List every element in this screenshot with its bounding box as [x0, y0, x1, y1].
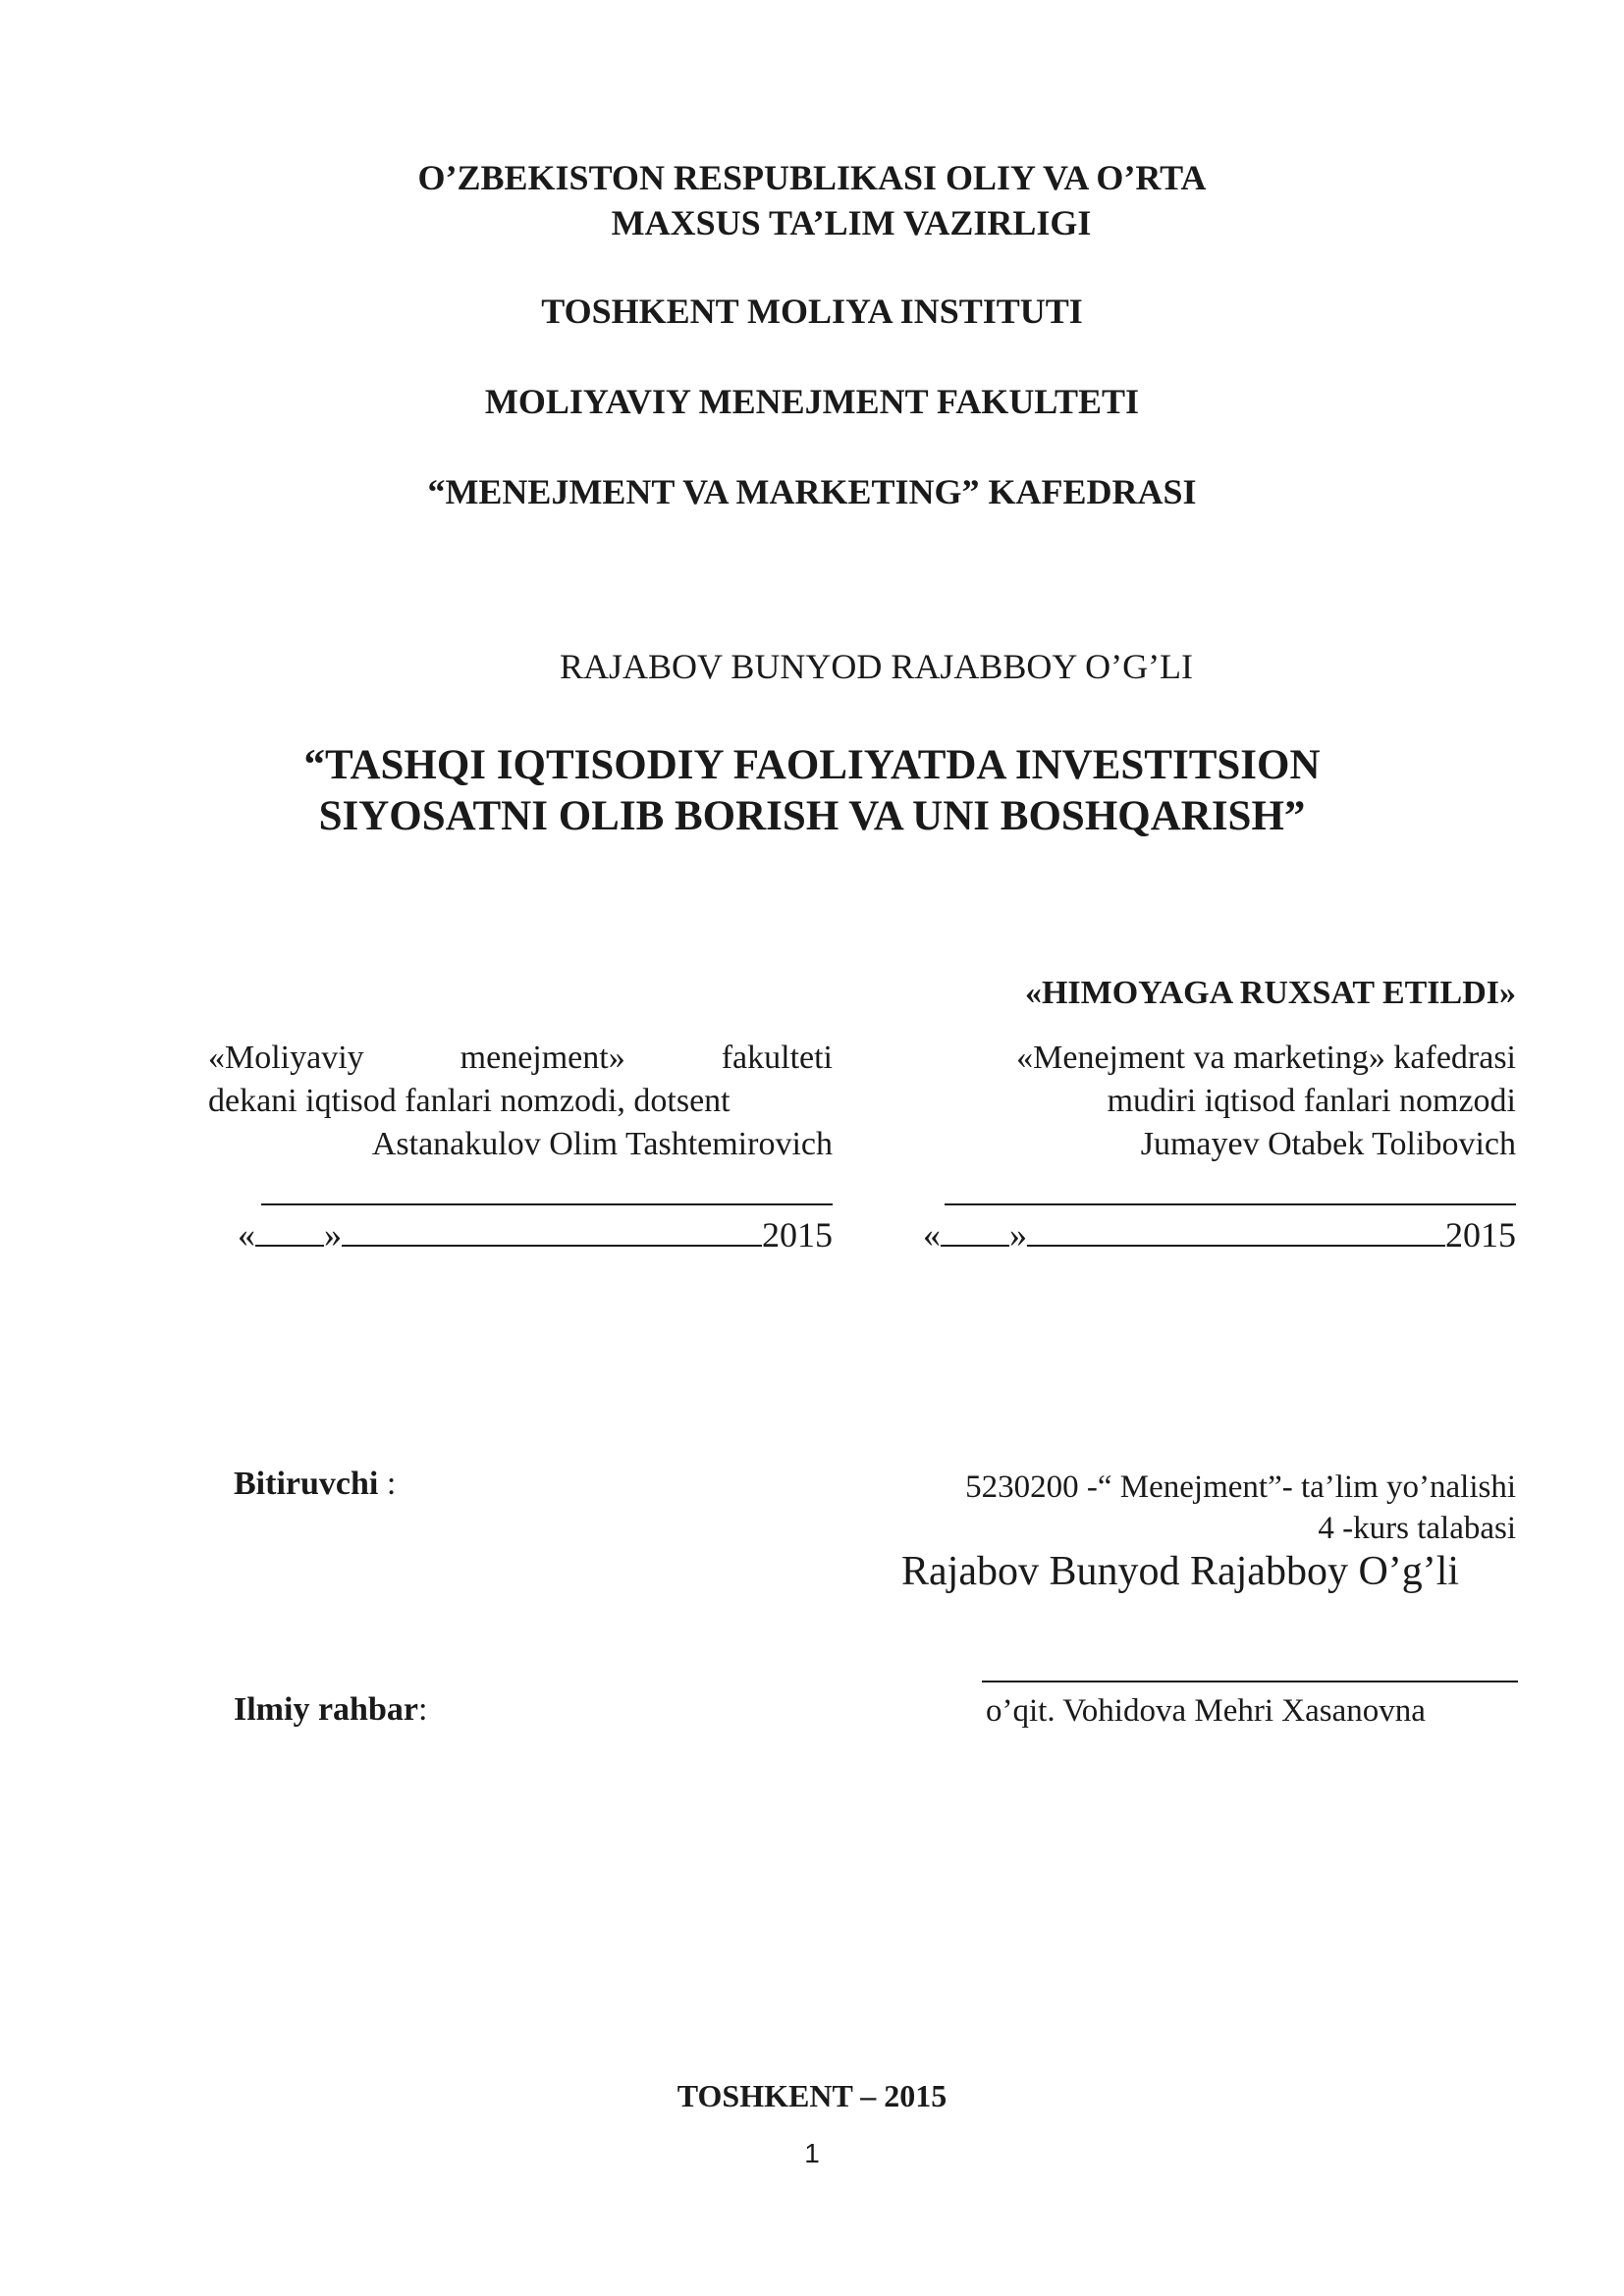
- page-number: 1: [804, 2138, 820, 2168]
- left-date-line: [238, 1213, 833, 1256]
- right-signature-line: [945, 1203, 1516, 1205]
- left-signature-line: [261, 1203, 833, 1205]
- left-year: 2015: [762, 1215, 833, 1255]
- supervisor-name: o’qit. Vohidova Mehri Xasanovna: [986, 1693, 1426, 1729]
- department-name: “MENEJMENT VA MARKETING” KAFEDRASI: [427, 472, 1197, 511]
- supervisor-label: Ilmiy rahbar: [234, 1691, 418, 1728]
- left-word-1: «Moliyaviy: [208, 1040, 364, 1076]
- ministry-line-2: MAXSUS TA’LIM VAZIRLIGI: [611, 203, 1092, 242]
- ministry-line-1: O’ZBEKISTON RESPUBLIKASI OLIY VA O’RTA: [417, 158, 1207, 197]
- faculty-name: MOLIYAVIY MENEJMENT FAKULTETI: [484, 382, 1140, 421]
- graduate-label-suffix: :: [378, 1466, 397, 1502]
- left-month-blank: [342, 1215, 762, 1247]
- right-block-line-3: Jumayev Otabek Tolibovich: [1140, 1126, 1516, 1162]
- graduate-label: Bitiruvchi: [234, 1466, 379, 1502]
- right-block-line-1: «Menejment va marketing» kafedrasi: [1016, 1040, 1516, 1076]
- right-year: 2015: [1445, 1215, 1516, 1255]
- left-block-line-2: dekani iqtisod fanlari nomzodi, dotsent: [208, 1083, 731, 1119]
- supervisor-signature-line: [982, 1681, 1518, 1682]
- right-block-line-2: mudiri iqtisod fanlari nomzodi: [1107, 1083, 1516, 1119]
- right-month-blank: [1027, 1215, 1445, 1247]
- right-date-line: [923, 1213, 1516, 1256]
- right-date-open: «: [923, 1215, 941, 1255]
- right-date-close: »: [1009, 1215, 1027, 1255]
- left-word-2: menejment»: [460, 1040, 625, 1076]
- left-day-blank: [255, 1215, 324, 1247]
- supervisor-label-suffix: :: [417, 1691, 428, 1728]
- left-word-3: fakulteti: [721, 1040, 833, 1076]
- graduate-label-row: [234, 1463, 396, 1506]
- left-date-close: »: [324, 1215, 342, 1255]
- approval-heading: «HIMOYAGA RUXSAT ETILDI»: [1024, 975, 1516, 1011]
- graduate-name: Rajabov Bunyod Rajabboy O’g’li: [901, 1549, 1460, 1594]
- left-block-line-3: Astanakulov Olim Tashtemirovich: [371, 1126, 833, 1162]
- graduate-program: 5230200 -“ Menejment”- ta’lim yo’nalishi: [965, 1469, 1516, 1505]
- author-name: RAJABOV BUNYOD RAJABBOY O’G’LI: [560, 647, 1194, 686]
- left-date-open: «: [238, 1215, 255, 1255]
- thesis-title-line-2: SIYOSATNI OLIB BORISH VA UNI BOSHQARISH”: [318, 793, 1306, 839]
- supervisor-label-row: [234, 1688, 427, 1732]
- city-year: TOSHKENT – 2015: [677, 2078, 947, 2113]
- institute-name: TOSHKENT MOLIYA INSTITUTI: [541, 292, 1083, 331]
- left-block-line-1: [208, 1037, 833, 1080]
- graduate-course: 4 -kurs talabasi: [1318, 1511, 1516, 1546]
- right-day-blank: [941, 1215, 1009, 1247]
- thesis-title-line-1: “TASHQI IQTISODIY FAOLIYATDA INVESTITSION: [303, 742, 1321, 788]
